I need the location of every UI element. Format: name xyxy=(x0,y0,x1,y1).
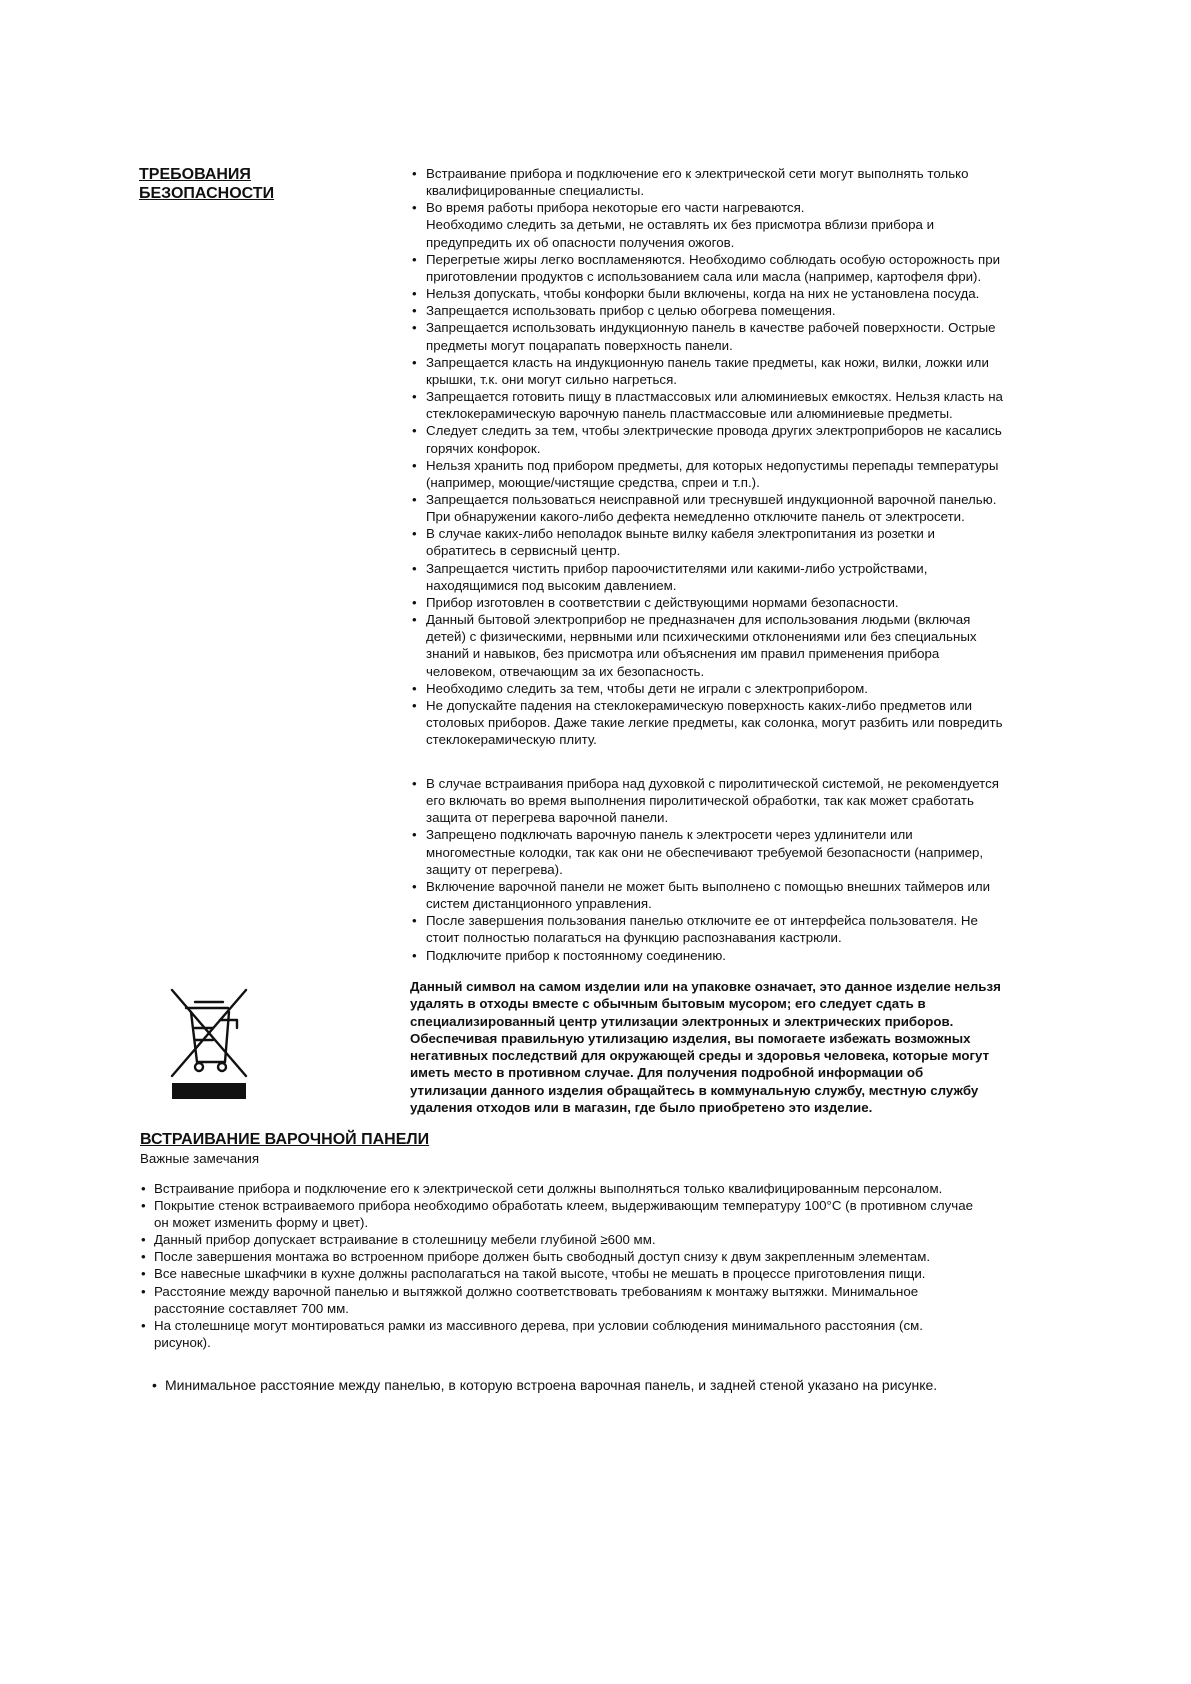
list-item: • Подключите прибор к постоянному соединению. xyxy=(412,947,1102,964)
installation-subtitle: Важные замечания xyxy=(140,1151,260,1166)
list-item: • В случае каких-либо неполадок выньте вилку кабеля электропитания из розетки и обратитесь в сервисный центр. xyxy=(412,525,1102,559)
list-item: • Перегретые жиры легко воспламеняются. Необходимо соблюдать особую осторожность при приготовлении продуктов с использованием сала или масла (например, картофеля фри). xyxy=(412,251,1102,285)
list-item: • Включение варочной панели не может быть выполнено с помощью внешних таймеров или систем дистанционного управления. xyxy=(412,878,1102,912)
list-item: • Запрещается чистить прибор пароочистителями или какими-либо устройствами, находящимися под высоким давлением. xyxy=(412,560,1102,594)
safety-heading: ТРЕБОВАНИЯ БЕЗОПАСНОСТИ xyxy=(139,166,275,202)
list-item: • Расстояние между варочной панелью и вытяжкой должно соответствовать требованиям к монтажу вытяжки. Минимальное расстояние составляет 700 мм. xyxy=(140,1283,1070,1317)
list-item: • Запрещается пользоваться неисправной или треснувшей индукционной варочной панелью. При обнаружении какого-либо дефекта немедленно отключите панель от электросети. xyxy=(412,491,1102,525)
crossed-out-wheelie-bin-icon xyxy=(166,986,252,1100)
list-item: • Данный бытовой электроприбор не предназначен для использования людьми (включая детей) с физическими, нервными или психическими отклонениями или без специальных знаний и навыков, без присмотра или объяснения им правил применения прибора человеком, отвечающим за их безопасность. xyxy=(412,611,1102,680)
safety-list xyxy=(412,165,1102,748)
disposal-notice: Данный символ на самом изделии или на упаковке означает, это данное изделие нельзя удалять в отходы вместе с обычным бытовым мусором; его следует сдать в специализированный центр утилизации электронных и электрических приборов. Обеспечивая правильную утилизацию изделия, вы помогаете избежать возможных негативных последствий для окружающей среды и здоровья человека, которые могут иметь место в противном случае. Для получения подробной информации об утилизации данного изделия обращайтесь в коммунальную службу, местную службу удаления отходов или в магазин, где было приобретено это изделие. xyxy=(410,979,1001,1116)
list-item: • Прибор изготовлен в соответствии с действующими нормами безопасности. xyxy=(412,594,1102,611)
list-item: • Запрещается готовить пищу в пластмассовых или алюминиевых емкостях. Нельзя класть на стеклокерамическую варочную панель пластмассовые или алюминиевые предметы. xyxy=(412,388,1102,422)
list-item: • Не допускайте падения на стеклокерамическую поверхность каких-либо предметов или столовых приборов. Даже такие легкие предметы, как солонка, могут разбить или повредить стеклокерамическую плиту. xyxy=(412,697,1102,748)
list-item: • После завершения пользования панелью отключите ее от интерфейса пользователя. Не стоит полностью полагаться на функцию распознавания кастрюли. xyxy=(412,912,1102,946)
safety-list-continued xyxy=(412,775,1102,964)
list-item: • Встраивание прибора и подключение его к электрической сети должны выполняться только квалифицированным персоналом. xyxy=(140,1180,1070,1197)
final-note: • Минимальное расстояние между панелью, в которую встроена варочная панель, и задней стеной указано на рисунке. xyxy=(152,1376,1065,1394)
list-item: • На столешнице могут монтироваться рамки из массивного дерева, при условии соблюдения минимального расстояния (см. рисунок). xyxy=(140,1317,1070,1351)
list-item: • Необходимо следить за тем, чтобы дети не играли с электроприбором. xyxy=(412,680,1102,697)
list-item: • После завершения монтажа во встроенном приборе должен быть свободный доступ снизу к двум закрепленным элементам. xyxy=(140,1248,1070,1265)
list-item: • Все навесные шкафчики в кухне должны располагаться на такой высоте, чтобы не мешать в процессе приготовления пищи. xyxy=(140,1265,1070,1282)
list-item: • Во время работы прибора некоторые его части нагреваются. Необходимо следить за детьми, не оставлять их без присмотра вблизи прибора и предупредить их об опасности получения ожогов. xyxy=(412,199,1102,250)
list-item: • В случае встраивания прибора над духовкой с пиролитической системой, не рекомендуется его включать во время выполнения пиролитической обработки, так как может сработать защита от перегрева варочной панели. xyxy=(412,775,1102,826)
list-item: • Данный прибор допускает встраивание в столешницу мебели глубиной ≥600 мм. xyxy=(140,1231,1070,1248)
list-item: • Запрещено подключать варочную панель к электросети через удлинители или многоместные колодки, так как они не обеспечивают требуемой безопасности (например, защиту от перегрева). xyxy=(412,826,1102,877)
list-item: • Нельзя допускать, чтобы конфорки были включены, когда на них не установлена посуда. xyxy=(412,285,1102,302)
list-item: • Покрытие стенок встраиваемого прибора необходимо обработать клеем, выдерживающим температуру 100°C (в противном случае он может изменить форму и цвет). xyxy=(140,1197,1070,1231)
list-item: • Запрещается использовать прибор с целью обогрева помещения. xyxy=(412,302,1102,319)
installation-list xyxy=(140,1180,1070,1351)
list-item: • Встраивание прибора и подключение его к электрической сети могут выполнять только квалифицированные специалисты. xyxy=(412,165,1102,199)
list-item: • Запрещается класть на индукционную панель такие предметы, как ножи, вилки, ложки или крышки, т.к. они могут сильно нагреться. xyxy=(412,354,1102,388)
installation-heading: ВСТРАИВАНИЕ ВАРОЧНОЙ ПАНЕЛИ xyxy=(140,1131,430,1148)
list-item: • Нельзя хранить под прибором предметы, для которых недопустимы перепады температуры (например, моющие/чистящие средства, спреи и т.п.). xyxy=(412,457,1102,491)
list-item: • Следует следить за тем, чтобы электрические провода других электроприборов не касались горячих конфорок. xyxy=(412,422,1102,456)
list-item: • Запрещается использовать индукционную панель в качестве рабочей поверхности. Острые предметы могут поцарапать поверхность панели. xyxy=(412,319,1102,353)
